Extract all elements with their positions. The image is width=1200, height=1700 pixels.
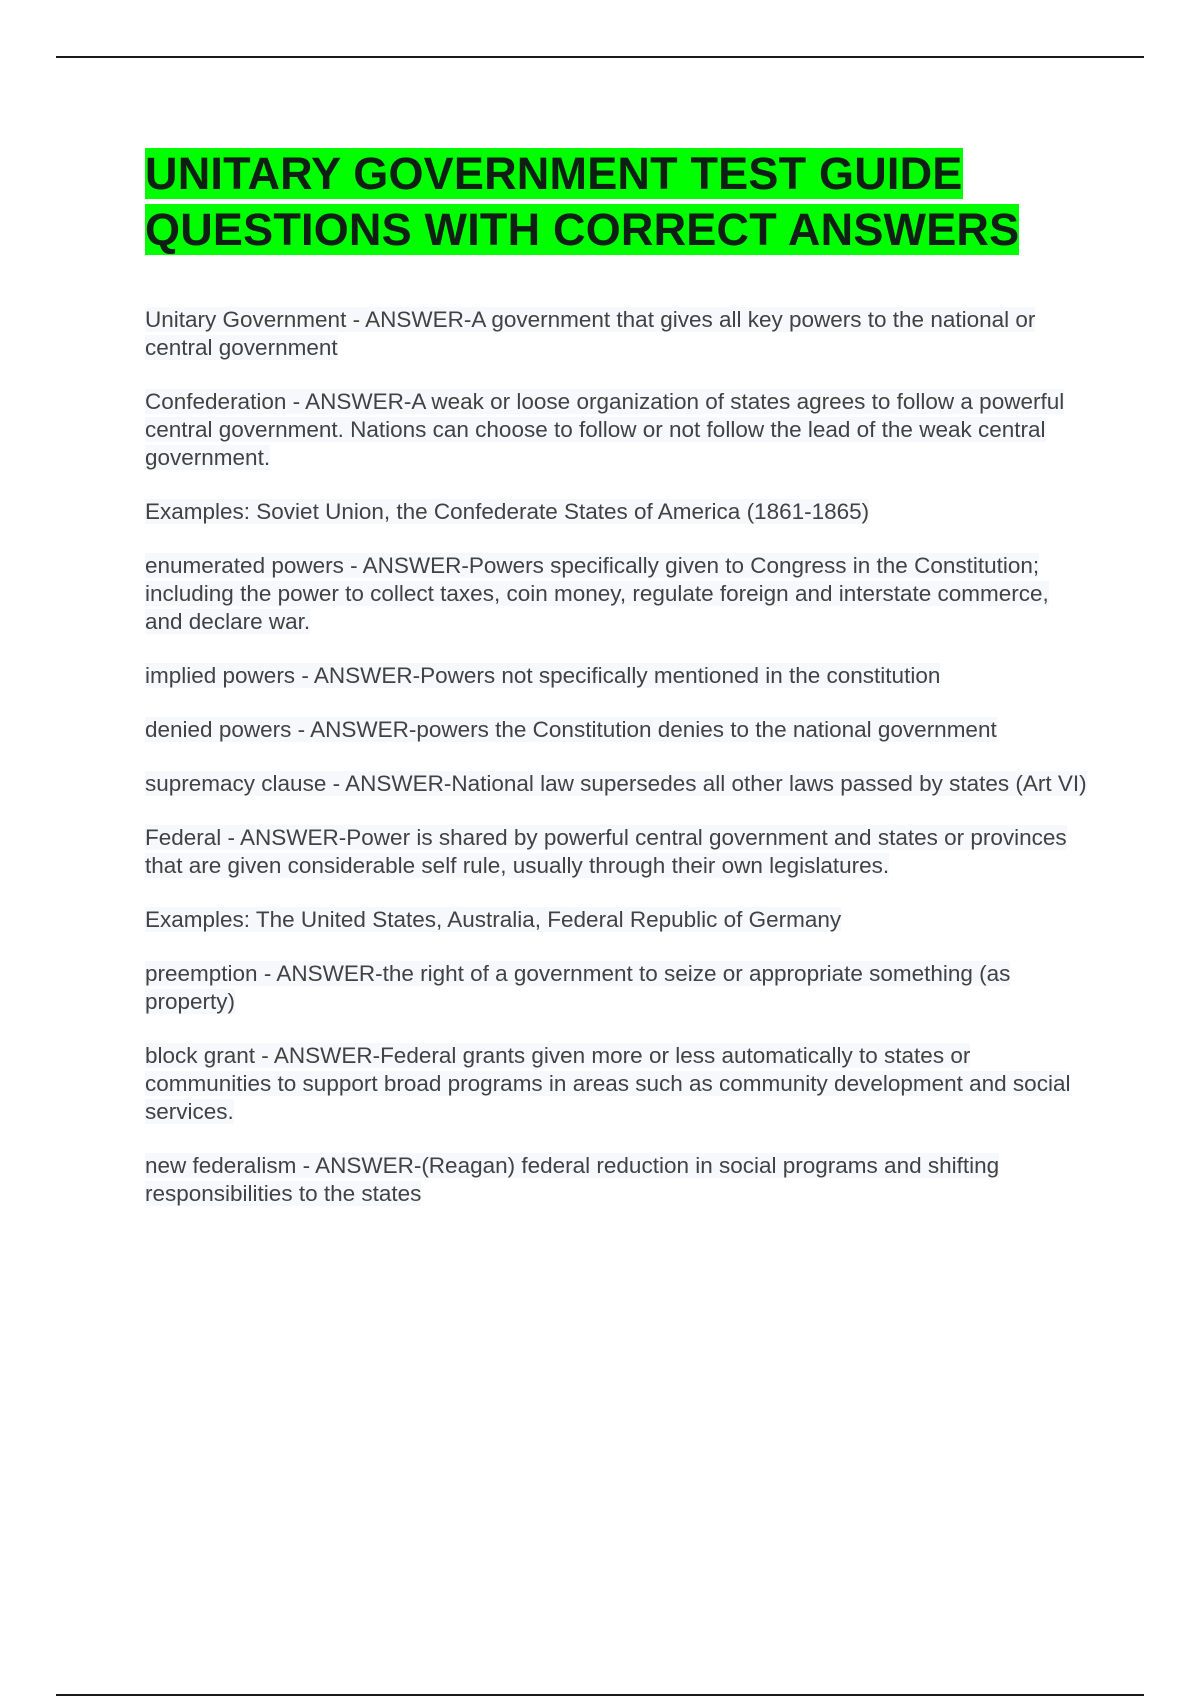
qa-item-text: enumerated powers - ANSWER-Powers specifically given to Congress in the Constitution; including the power to collect taxes, coin money, regulate foreign and interstate commerce, and declare war. [145, 553, 1049, 634]
qa-item-text: Confederation - ANSWER-A weak or loose organization of states agrees to follow a powerful central government. Nations can choose to follow or not follow the lead of the weak central government. [145, 389, 1065, 470]
qa-item-text: Federal - ANSWER-Power is shared by powerful central government and states or provinces that are given considerable self rule, usually through their own legislatures. [145, 825, 1067, 878]
qa-item [145, 1152, 1090, 1208]
qa-item-text: block grant - ANSWER-Federal grants given more or less automatically to states or communities to support broad programs in areas such as community development and social services. [145, 1043, 1071, 1124]
qa-item-text: denied powers - ANSWER-powers the Constitution denies to the national government [145, 717, 997, 742]
qa-item-text: Unitary Government - ANSWER-A government that gives all key powers to the national or central government [145, 307, 1036, 360]
qa-item-text: supremacy clause - ANSWER-National law supersedes all other laws passed by states (Art VI) [145, 771, 1087, 796]
qa-item-text: preemption - ANSWER-the right of a government to seize or appropriate something (as property) [145, 961, 1011, 1014]
qa-item [145, 1042, 1090, 1126]
top-divider [56, 56, 1144, 58]
bottom-divider [56, 1694, 1144, 1696]
qa-item [145, 716, 1090, 744]
qa-item [145, 770, 1090, 798]
qa-item [145, 552, 1090, 636]
qa-item [145, 388, 1090, 472]
qa-item-text: Examples: The United States, Australia, Federal Republic of Germany [145, 907, 842, 932]
qa-item [145, 906, 1090, 934]
qa-item [145, 306, 1090, 362]
document-title [145, 146, 1090, 258]
qa-list [145, 306, 1090, 1208]
qa-item-text: implied powers - ANSWER-Powers not specifically mentioned in the constitution [145, 663, 941, 688]
qa-item [145, 662, 1090, 690]
qa-item [145, 960, 1090, 1016]
title-line-2: QUESTIONS WITH CORRECT ANSWERS [145, 204, 1020, 255]
qa-item [145, 824, 1090, 880]
qa-item [145, 498, 1090, 526]
qa-item-text: new federalism - ANSWER-(Reagan) federal reduction in social programs and shifting responsibilities to the states [145, 1153, 1000, 1206]
qa-item-text: Examples: Soviet Union, the Confederate States of America (1861-1865) [145, 499, 870, 524]
document-body [145, 146, 1090, 1234]
title-line-1: UNITARY GOVERNMENT TEST GUIDE [145, 148, 963, 199]
